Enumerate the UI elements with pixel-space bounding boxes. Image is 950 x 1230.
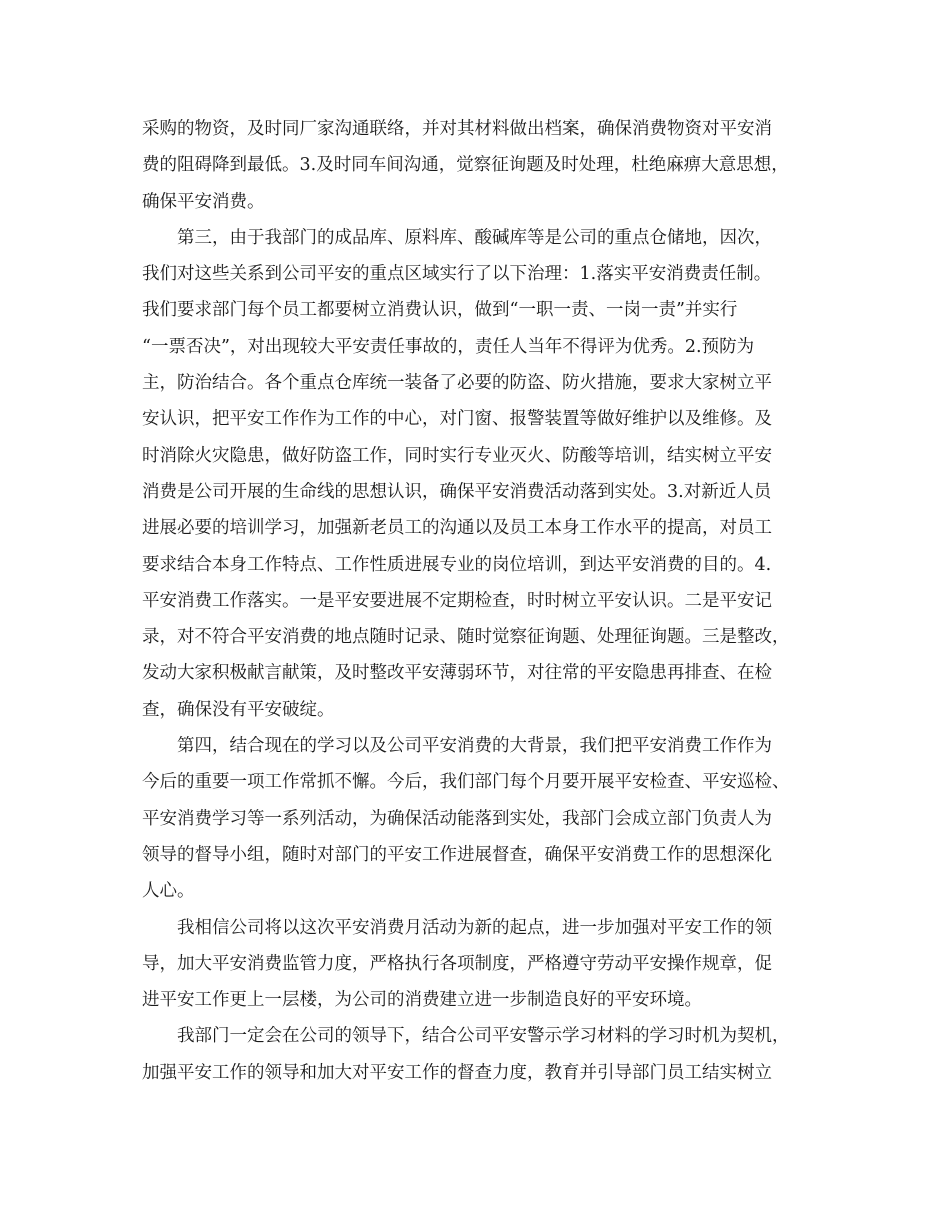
text-line: 确保平安消费。 — [142, 191, 265, 212]
text-line: 消费是公司开展的生命线的思想认识，确保平安消费活动落到实处。3.对新近人员 — [142, 481, 772, 502]
text-line: 采购的物资，及时同厂家沟通联络，并对其材料做出档案，确保消费物资对平安消 — [142, 119, 772, 139]
text-line: 查，确保没有平安破绽。 — [142, 699, 335, 720]
text-line: 进平安工作更上一层楼，为公司的消费建立进一步制造良好的平安环境。 — [142, 990, 702, 1011]
text-line: 我们对这些关系到公司平安的重点区域实行了以下治理：1.落实平安消费责任制。 — [142, 264, 772, 285]
text-line: “一票否决”，对出现较大平安责任事故的，责任人当年不得评为优秀。2.预防为 — [142, 336, 755, 357]
document-body — [142, 111, 817, 1091]
text-line: 发动大家积极献言献策，及时整改平安薄弱环节，对往常的平安隐患再排查、在检 — [142, 663, 772, 684]
text-line: 平安消费学习等一系列活动，为确保活动能落到实处，我部门会成立部门负责人为 — [142, 808, 772, 829]
text-line: 进展必要的培训学习，加强新老员工的沟通以及员工本身工作水平的提高，对员工 — [142, 518, 772, 539]
text-line: 平安消费工作落实。一是平安要进展不定期检查，时时树立平安认识。二是平安记 — [142, 590, 772, 611]
paragraph-start-line: 第三，由于我部门的成品库、原料库、酸碱库等是公司的重点仓储地，因次， — [177, 227, 772, 248]
text-line: 要求结合本身工作特点、工作性质进展专业的岗位培训，到达平安消费的目的。4. — [142, 554, 772, 575]
text-line: 录，对不符合平安消费的地点随时记录、随时觉察征询题、处理征询题。三是整改， — [142, 627, 790, 648]
text-line: 安认识，把平安工作作为工作的中心，对门窗、报警装置等做好维护以及维修。及 — [142, 409, 772, 430]
text-line: 人心。 — [142, 881, 195, 902]
text-line: 加强平安工作的领导和加大对平安工作的督查力度，教育并引导部门员工结实树立 — [142, 1062, 772, 1083]
text-line: 领导的督导小组，随时对部门的平安工作进展督查，确保平安消费工作的思想深化 — [142, 844, 772, 865]
text-line: 导，加大平安消费监管力度，严格执行各项制度，严格遵守劳动平安操作规章，促 — [142, 953, 772, 974]
text-line: 主，防治结合。各个重点仓库统一装备了必要的防盗、防火措施，要求大家树立平 — [142, 373, 772, 394]
text-line: 我们要求部门每个员工都要树立消费认识，做到“一职一责、一岗一责”并实行 — [142, 300, 738, 321]
text-line: 费的阻碍降到最低。3.及时同车间沟通，觉察征询题及时处理，杜绝麻痹大意思想， — [142, 155, 789, 176]
text-line: 今后的重要一项工作常抓不懈。今后，我们部门每个月要开展平安检查、平安巡检、 — [142, 772, 790, 793]
paragraph-start-line: 我部门一定会在公司的领导下，结合公司平安警示学习材料的学习时机为契机， — [177, 1026, 790, 1047]
paragraph-start-line: 第四，结合现在的学习以及公司平安消费的大背景，我们把平安消费工作作为 — [177, 736, 772, 757]
text-line: 时消除火灾隐患，做好防盗工作，同时实行专业灭火、防酸等培训，结实树立平安 — [142, 445, 772, 466]
paragraph-start-line: 我相信公司将以这次平安消费月活动为新的起点，进一步加强对平安工作的领 — [177, 917, 772, 938]
